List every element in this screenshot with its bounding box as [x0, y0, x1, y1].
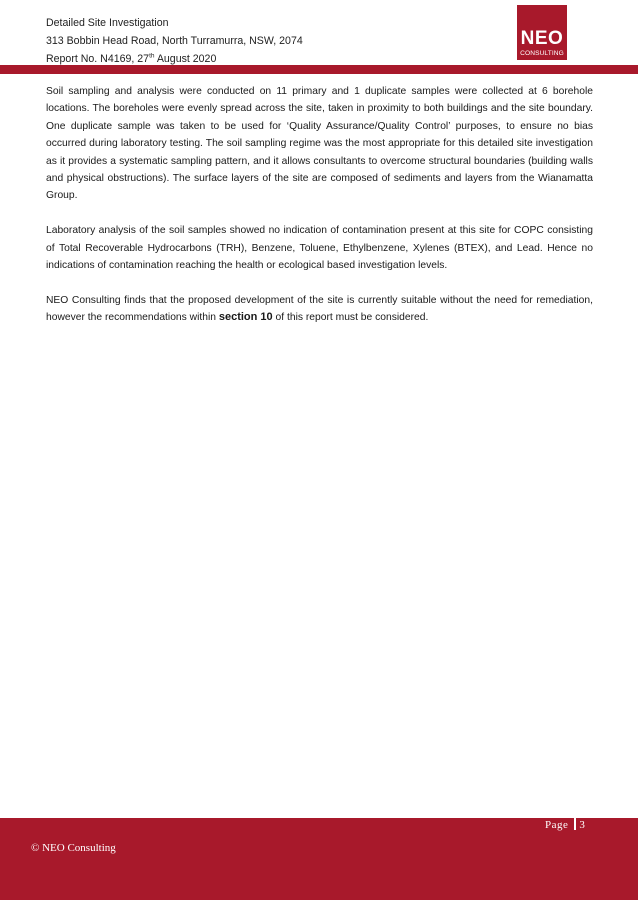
report-date-text: August 2020	[154, 53, 217, 65]
logo-wordmark: NEO	[520, 28, 564, 49]
copyright-notice: © NEO Consulting	[31, 842, 116, 854]
main-content	[46, 83, 593, 344]
page-indicator	[545, 818, 585, 831]
page-footer	[0, 818, 638, 900]
date-suffix: th	[149, 52, 155, 60]
section-reference: section 10	[218, 311, 273, 324]
header-divider-bar	[0, 65, 638, 74]
site-address: 313 Bobbin Head Road, North Turramurra, NSW, 2074	[46, 35, 303, 47]
paragraph-recommendation	[46, 292, 593, 327]
recommendation-text-start: NEO Consulting finds that the proposed development of the site is currently suitable without the need for remediation, however the recommendations within	[46, 294, 593, 324]
page-separator	[574, 818, 576, 830]
page-number: 3	[579, 819, 586, 831]
page-header	[0, 0, 638, 74]
report-number-text: Report No. N4169, 27	[46, 53, 150, 65]
logo-subtext: CONSULTING	[520, 50, 564, 57]
header-info	[46, 14, 303, 68]
recommendation-text-end: of this report must be considered.	[272, 312, 429, 324]
paragraph-sampling: Soil sampling and analysis were conducted on 11 primary and 1 duplicate samples were collected at 6 borehole locations. The boreholes were evenly spread across the site, taken in proximity to both buildings and the site boundary. One duplicate sample was taken to be used for ‘Quality Assurance/Quality Control’ purposes, to ensure no bias occurred during laboratory testing. The soil sampling regime was the most appropriate for this detailed site investigation as it provides a systematic sampling pattern, and it allows consultants to overcome structural boundaries (building walls and physical obstructions). The surface layers of the site are composed of sediments and layers from the Wianamatta Group.	[46, 86, 593, 202]
neo-logo	[517, 5, 567, 60]
page-label: Page	[545, 819, 569, 831]
document-title: Detailed Site Investigation	[46, 17, 169, 29]
paragraph-laboratory: Laboratory analysis of the soil samples showed no indication of contamination present at this site for COPC consisting of Total Recoverable Hydrocarbons (TRH), Benzene, Toluene, Ethylbenzene, Xylenes (BTEX), and Lead. Hence no indications of contamination reaching the health or ecological based investigation levels.	[46, 225, 593, 272]
